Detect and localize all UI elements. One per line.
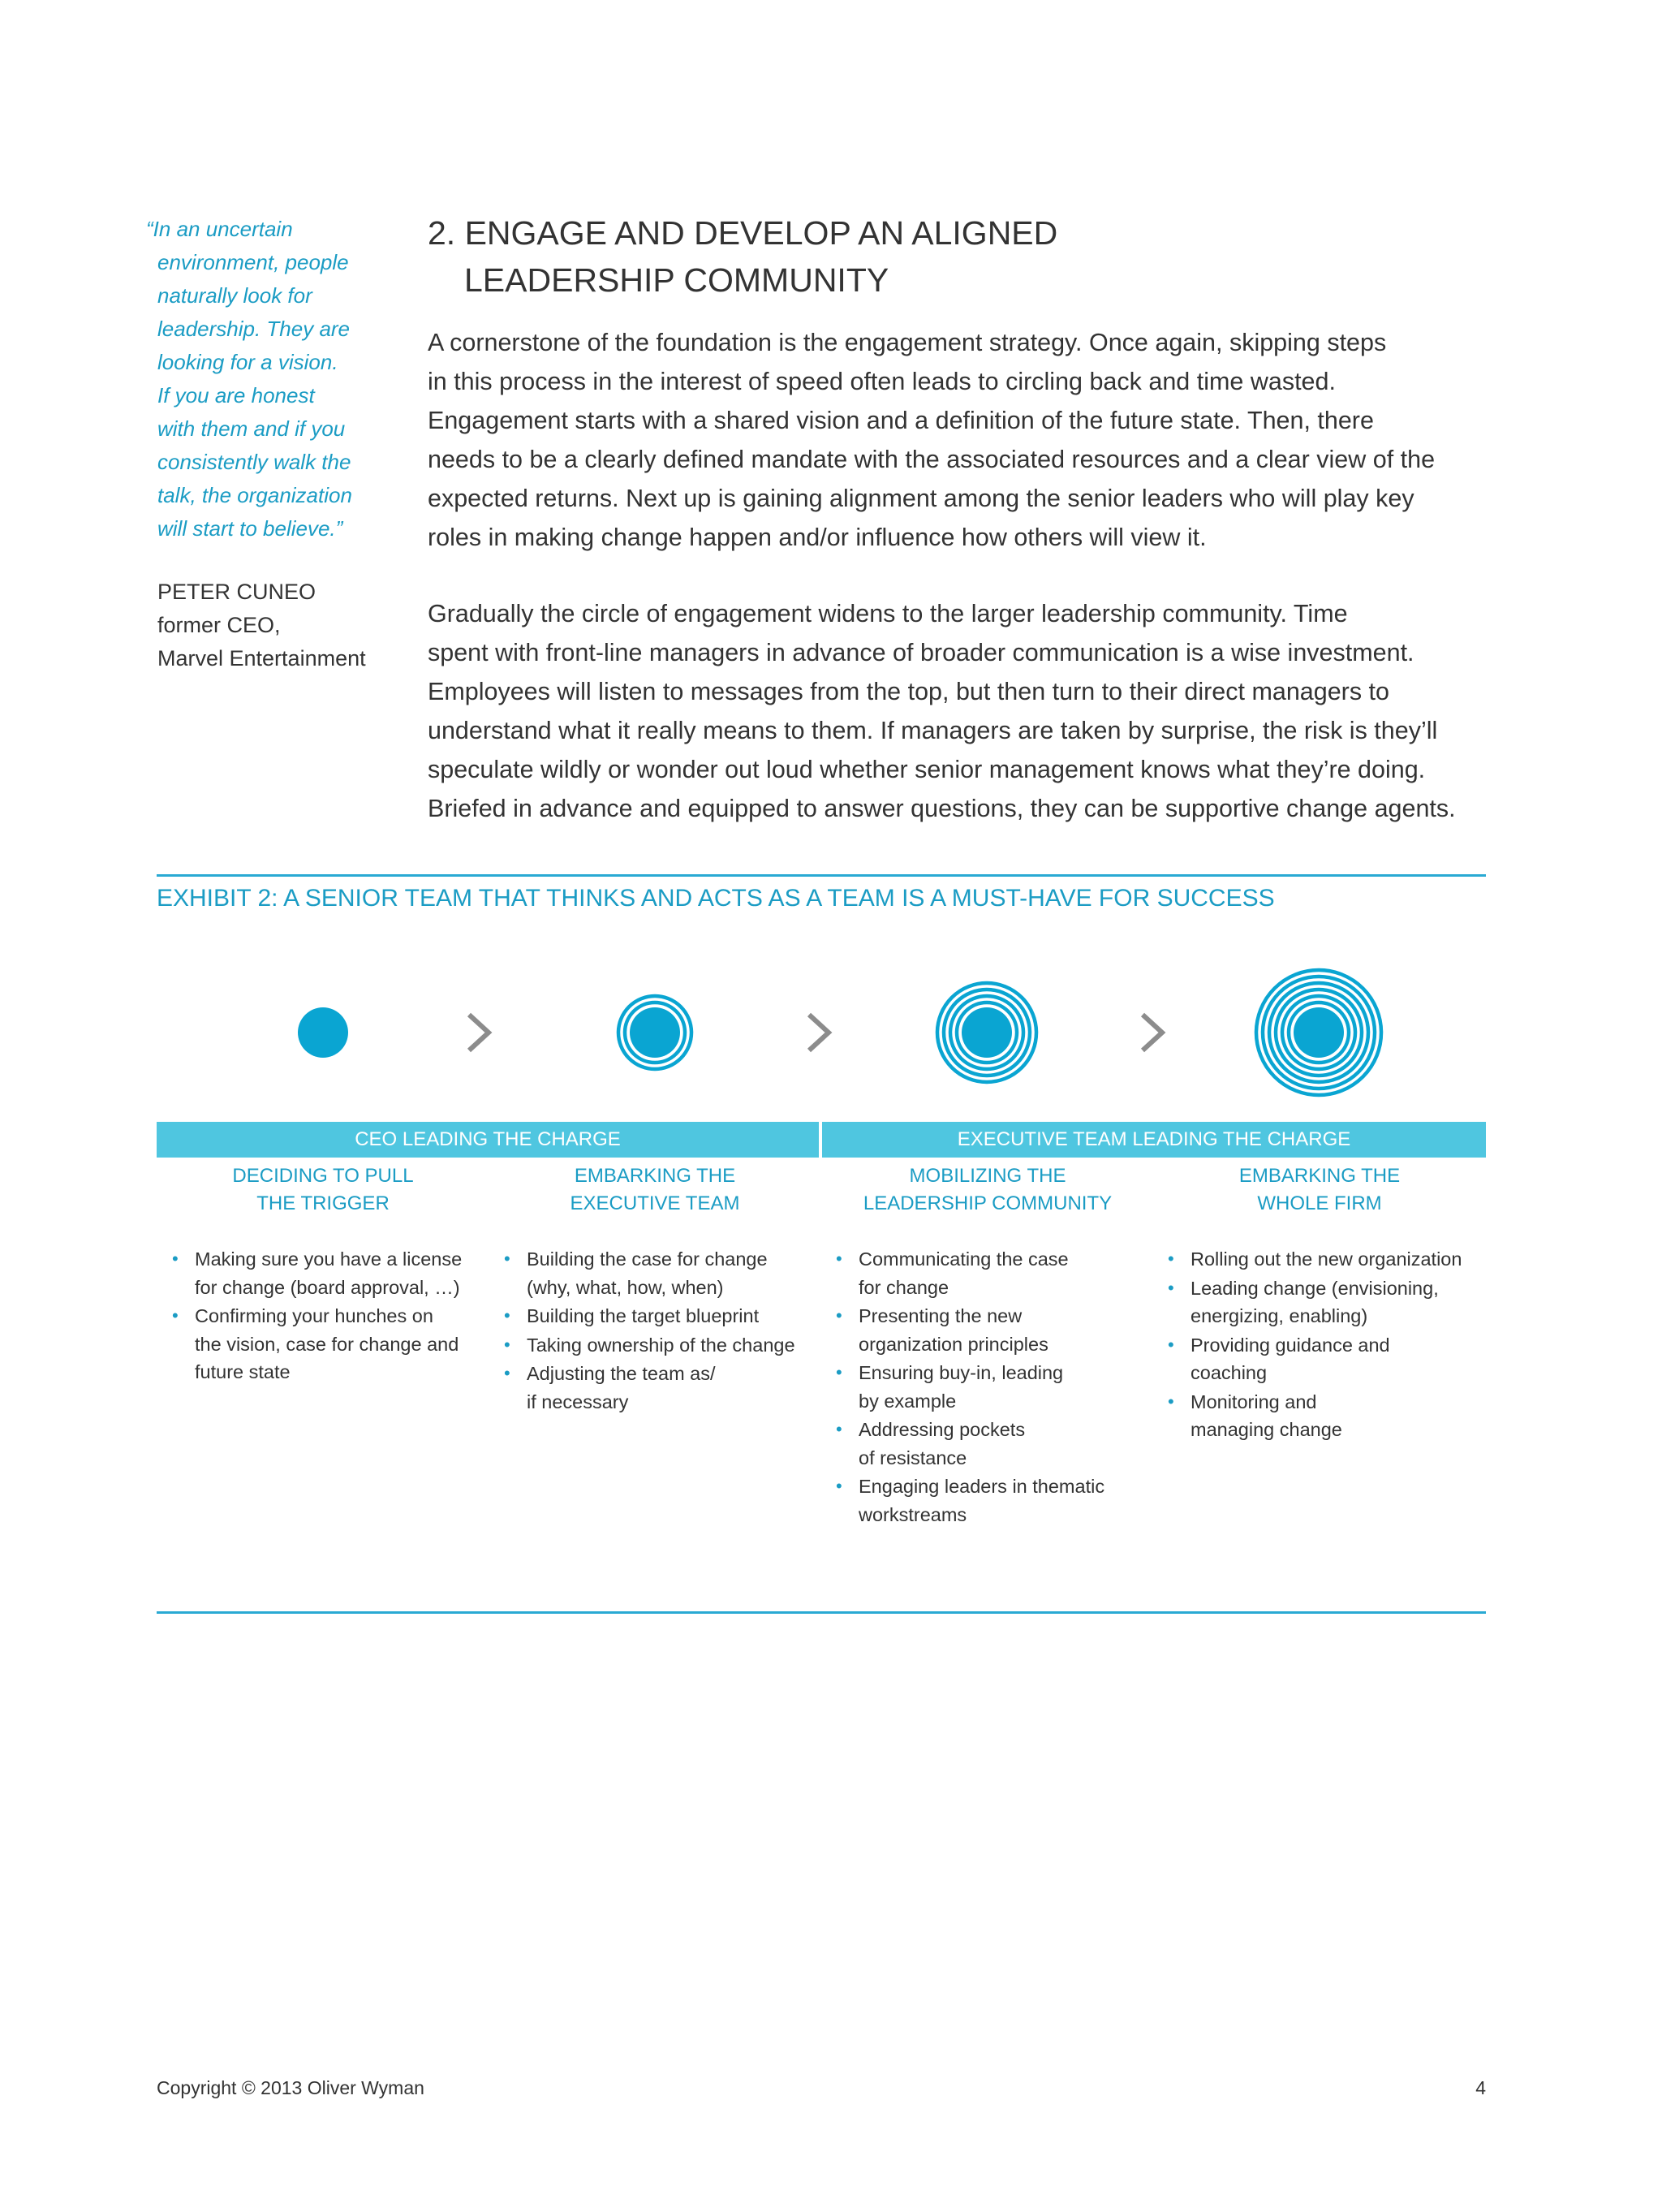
list-item — [1165, 1274, 1505, 1330]
paragraph-line: roles in making change happen and/or influence how others will view it. — [428, 524, 1207, 551]
chevron-right-icon — [809, 1015, 829, 1050]
stage-4-circle-icon — [1256, 970, 1381, 1095]
paragraph-line: A cornerstone of the foundation is the engagement strategy. Once again, skipping steps — [428, 329, 1387, 356]
core-dot-shape — [630, 1007, 680, 1058]
attribution-name: PETER CUNEO — [157, 580, 316, 604]
quote-line: consistently walk the — [157, 450, 351, 474]
section-heading-line: LEADERSHIP COMMUNITY — [464, 261, 889, 299]
bullet-icon: • — [1168, 1391, 1174, 1412]
body-paragraph-1 — [428, 323, 1499, 557]
stage-title-line: WHOLE FIRM — [1257, 1192, 1382, 1214]
list-item-line: managing change — [1191, 1419, 1342, 1440]
chevron-right-icon — [469, 1015, 489, 1050]
chevron-right-icon — [1143, 1015, 1162, 1050]
list-item — [169, 1302, 493, 1386]
paragraph-line: in this process in the interest of speed often leads to circling back and time wasted. — [428, 368, 1336, 395]
list-item — [833, 1302, 1157, 1358]
list-item-line: Presenting the new — [859, 1305, 1023, 1326]
bullet-icon: • — [504, 1363, 510, 1383]
paragraph-line: Gradually the circle of engagement widens to the larger leadership community. Time — [428, 600, 1348, 627]
stage-bullet-list — [1165, 1245, 1505, 1445]
paragraph-line: Briefed in advance and equipped to answer questions, they can be supportive change agents. — [428, 795, 1456, 822]
list-item — [501, 1245, 825, 1301]
list-item — [833, 1245, 1157, 1301]
list-item — [833, 1416, 1157, 1472]
stage-2-circle-icon — [618, 996, 691, 1069]
list-item-line: Making sure you have a license — [195, 1248, 463, 1270]
sidebar-quote — [146, 213, 390, 545]
chevron-shape — [1143, 1015, 1162, 1050]
bullet-icon: • — [504, 1334, 510, 1355]
quote-line: naturally look for — [157, 283, 312, 308]
exhibit-top-rule — [157, 874, 1486, 877]
list-item — [501, 1302, 825, 1330]
bullet-icon: • — [504, 1248, 510, 1269]
stage-title-line: MOBILIZING THE — [909, 1165, 1066, 1187]
list-item-line: Monitoring and — [1191, 1391, 1317, 1412]
list-item-line: Rolling out the new organization — [1191, 1248, 1462, 1270]
section-heading-line: 2. ENGAGE AND DEVELOP AN ALIGNED — [428, 214, 1058, 252]
paragraph-line: Employees will listen to messages from the top, but then turn to their direct managers to — [428, 678, 1389, 705]
list-item — [1165, 1245, 1505, 1274]
core-dot-shape — [1294, 1007, 1344, 1058]
list-item-line: if necessary — [527, 1391, 629, 1412]
stage-1-circle-icon — [298, 1007, 348, 1058]
list-item — [1165, 1388, 1505, 1444]
phase-bar-executive-team: EXECUTIVE TEAM LEADING THE CHARGE — [822, 1122, 1486, 1158]
attribution-company: Marvel Entertainment — [157, 646, 366, 670]
stage-title-line: LEADERSHIP COMMUNITY — [863, 1192, 1113, 1214]
bullet-icon: • — [1168, 1248, 1174, 1269]
list-item-line: Communicating the case — [859, 1248, 1069, 1270]
paragraph-line: spent with front-line managers in advance of broader communication is a wise investment. — [428, 639, 1414, 666]
list-item — [501, 1360, 825, 1416]
list-item-line: Building the target blueprint — [527, 1305, 760, 1326]
bullet-icon: • — [172, 1248, 179, 1269]
list-item-line: Addressing pockets — [859, 1419, 1026, 1440]
attribution-role: former CEO, — [157, 613, 281, 637]
bullet-icon: • — [1168, 1334, 1174, 1355]
core-dot-shape — [298, 1007, 348, 1058]
stage-3-circle-icon — [937, 983, 1036, 1082]
quote-attribution — [157, 576, 401, 675]
quote-line: will start to believe.” — [157, 516, 343, 541]
list-item — [833, 1473, 1157, 1529]
list-item — [169, 1245, 493, 1301]
list-item-line: Engaging leaders in thematic — [859, 1476, 1105, 1497]
list-item-line: coaching — [1191, 1362, 1268, 1383]
list-item-line: Providing guidance and — [1191, 1334, 1390, 1356]
exhibit-title: EXHIBIT 2: A SENIOR TEAM THAT THINKS AND ACTS AS A TEAM IS A MUST-HAVE FOR SUCCESS — [157, 885, 1275, 912]
list-item — [833, 1359, 1157, 1415]
bullet-icon: • — [836, 1248, 842, 1269]
list-item-line: Confirming your hunches on — [195, 1305, 433, 1326]
paragraph-line: needs to be a clearly defined mandate with the associated resources and a clear view of the — [428, 446, 1436, 473]
list-item-line: by example — [859, 1390, 957, 1412]
stage-title-line: THE TRIGGER — [256, 1192, 390, 1214]
footer-copyright: Copyright © 2013 Oliver Wyman — [157, 2077, 424, 2098]
list-item-line: (why, what, how, when) — [527, 1276, 724, 1298]
stage-title-line: DECIDING TO PULL — [232, 1165, 414, 1187]
stage-title — [1165, 1162, 1474, 1218]
stage-bullet-list — [501, 1245, 825, 1416]
quote-line: looking for a vision. — [157, 350, 338, 374]
bullet-icon: • — [836, 1476, 842, 1496]
list-item-line: workstreams — [859, 1503, 967, 1525]
bullet-icon: • — [836, 1305, 842, 1326]
paragraph-line: speculate wildly or wonder out loud whether senior management knows what they’re doing. — [428, 756, 1426, 783]
bullet-icon: • — [1168, 1277, 1174, 1298]
exhibit-bottom-rule — [157, 1611, 1486, 1614]
stage-bullet-list — [833, 1245, 1157, 1529]
list-item-line: Adjusting the team as/ — [527, 1363, 716, 1384]
stage-title-line: EMBARKING THE — [1238, 1165, 1401, 1187]
list-item-line: for change — [859, 1276, 949, 1298]
chevron-shape — [809, 1015, 829, 1050]
list-item-line: Leading change (envisioning, — [1191, 1277, 1439, 1299]
list-item-line: energizing, enabling) — [1191, 1305, 1368, 1326]
phase-bar-ceo: CEO LEADING THE CHARGE — [157, 1122, 819, 1158]
list-item-line: future state — [195, 1361, 291, 1382]
list-item — [501, 1331, 825, 1360]
section-heading — [428, 209, 1483, 304]
quote-line: with them and if you — [157, 416, 346, 441]
list-item-line: for change (board approval, …) — [195, 1276, 460, 1298]
list-item-line: the vision, case for change and — [195, 1333, 459, 1355]
list-item — [1165, 1331, 1505, 1387]
stage-title — [169, 1162, 477, 1218]
engagement-circles-graphic — [0, 934, 1662, 1120]
core-dot-shape — [962, 1007, 1012, 1058]
quote-line: If you are honest — [157, 383, 315, 407]
paragraph-line: expected returns. Next up is gaining alignment among the senior leaders who will play key — [428, 485, 1414, 512]
chevron-shape — [469, 1015, 489, 1050]
paragraph-line: understand what it really means to them. If managers are taken by surprise, the risk is they’ll — [428, 717, 1438, 744]
quote-line: talk, the organization — [157, 483, 352, 507]
list-item-line: organization principles — [859, 1333, 1048, 1355]
bullet-icon: • — [172, 1305, 179, 1326]
list-item-line: of resistance — [859, 1447, 967, 1468]
paragraph-line: Engagement starts with a shared vision and a definition of the future state. Then, there — [428, 407, 1374, 434]
stage-title — [833, 1162, 1142, 1218]
list-item-line: Taking ownership of the change — [527, 1334, 795, 1356]
body-paragraph-2 — [428, 594, 1499, 828]
bullet-icon: • — [504, 1305, 510, 1326]
quote-line: leadership. They are — [157, 317, 351, 341]
quote-line: “In an uncertain — [146, 217, 293, 241]
stage-bullet-list — [169, 1245, 493, 1387]
quote-line: environment, people — [157, 250, 349, 274]
list-item-line: Ensuring buy-in, leading — [859, 1362, 1064, 1383]
stage-title — [501, 1162, 809, 1218]
stage-title-line: EXECUTIVE TEAM — [570, 1192, 740, 1214]
page-number: 4 — [1475, 2077, 1486, 2098]
bullet-icon: • — [836, 1419, 842, 1439]
stage-title-line: EMBARKING THE — [574, 1165, 736, 1187]
list-item-line: Building the case for change — [527, 1248, 768, 1270]
bullet-icon: • — [836, 1362, 842, 1382]
